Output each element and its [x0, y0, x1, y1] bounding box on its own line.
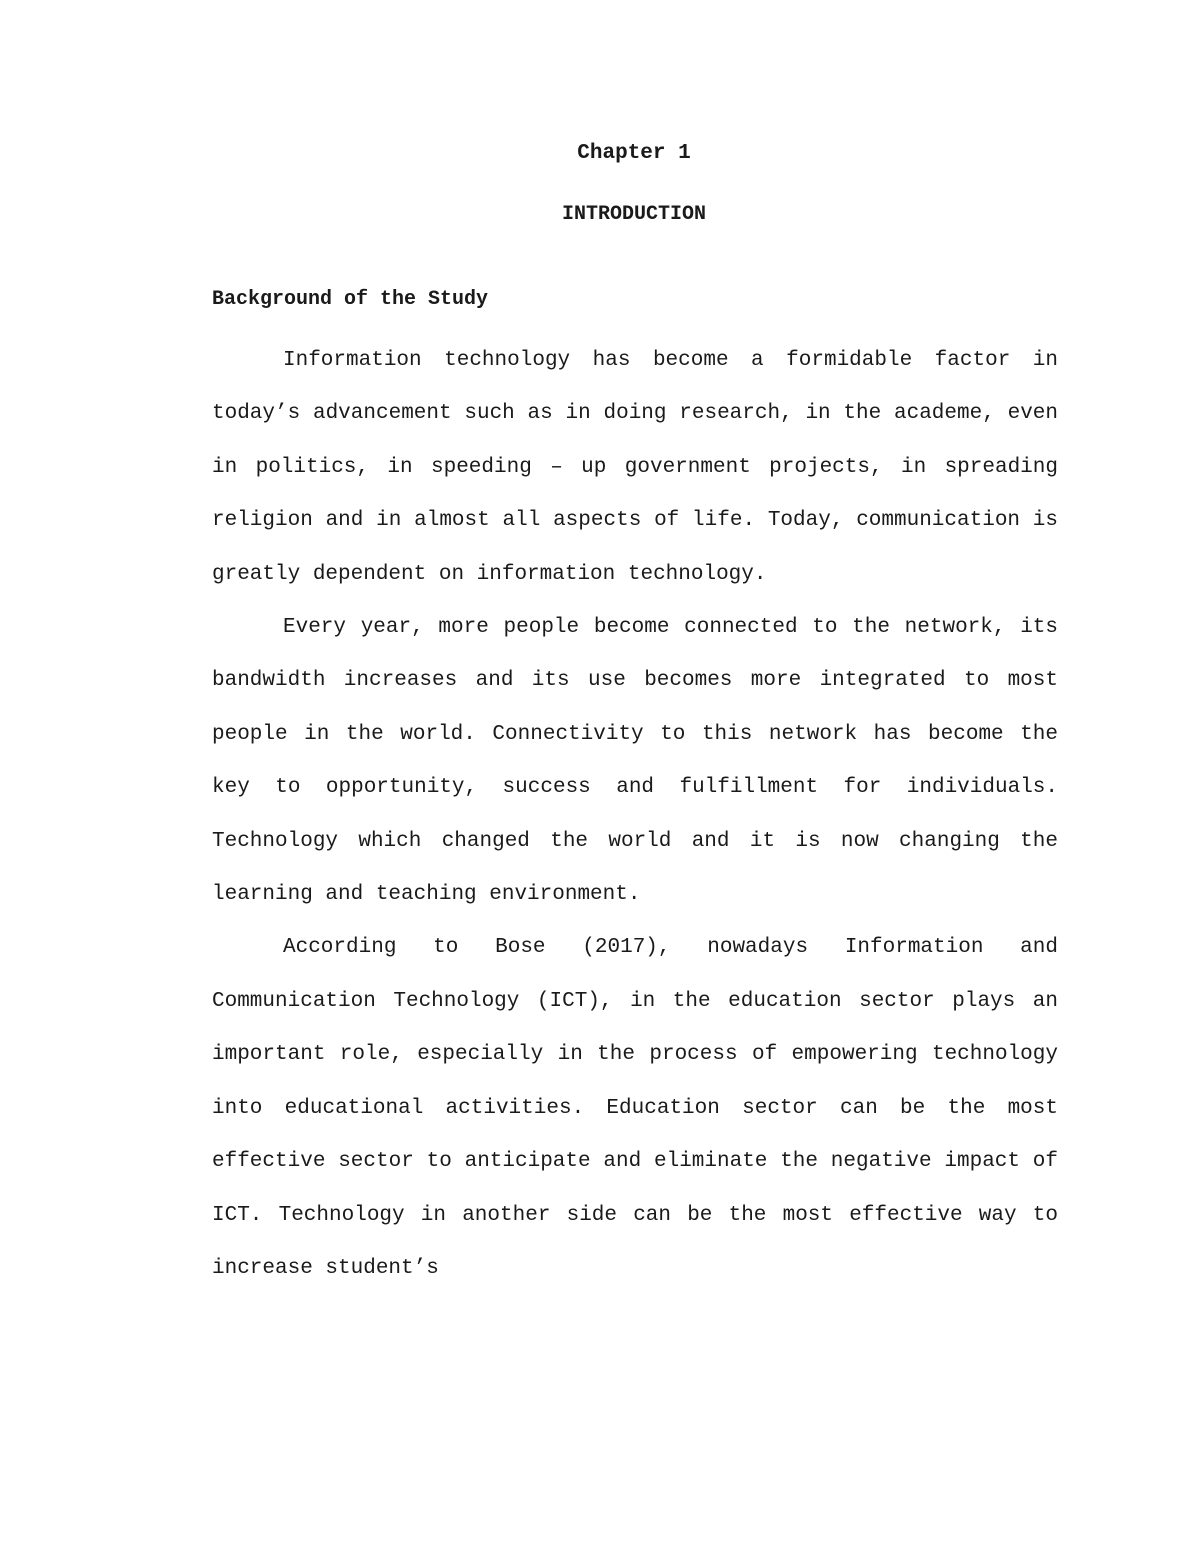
subsection-title: Background of the Study [212, 288, 489, 311]
paragraph-3: According to Bose (2017), nowadays Information and Communication Technology (ICT), in the education sector plays an important role, especially in the process of empowering technology into educational activities. Education sector can be the most effective sector to anticipate and eliminate the negative impact of ICT. Technology in another side can be the most effective way to increase student’s [212, 936, 1058, 1280]
paragraph-2: Every year, more people become connected to the network, its bandwidth increases and its use becomes more integrated to most people in the world. Connectivity to this network has become the key to opportunity, success and fulfillment for individuals. Technology which changed the world and it is now changing the learning and teaching environment. [212, 616, 1058, 907]
paragraph-1: Information technology has become a formidable factor in today’s advancement such as in doing research, in the academe, even in politics, in speeding – up government projects, in spreading religion and in almost all aspects of life. Today, communication is greatly dependent on information technology. [212, 349, 1058, 586]
section-title: INTRODUCTION [561, 203, 707, 226]
body-text [212, 334, 1058, 1295]
chapter-title: Chapter 1 [577, 142, 691, 165]
